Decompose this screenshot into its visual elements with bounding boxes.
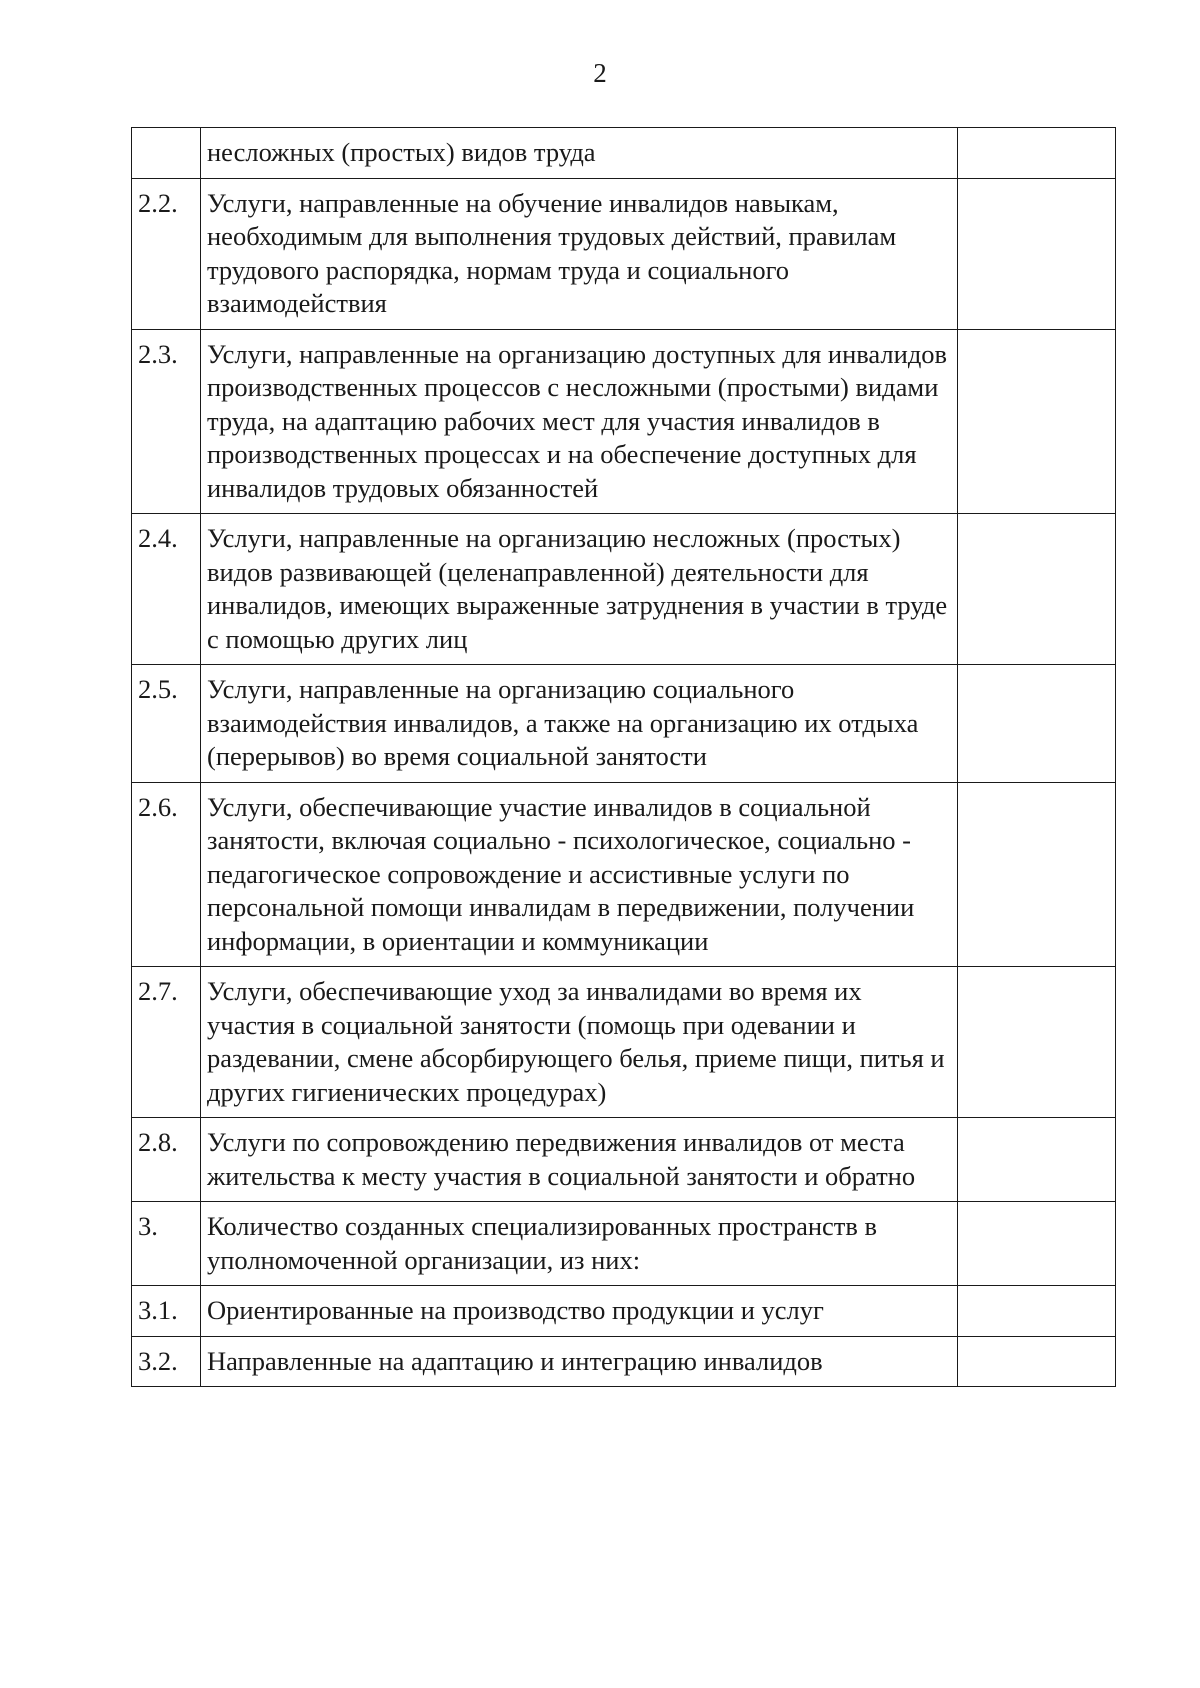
- row-number: 2.5.: [132, 665, 201, 783]
- row-value-cell: [958, 967, 1116, 1118]
- row-value-cell: [958, 1286, 1116, 1337]
- page-number: 2: [593, 58, 607, 88]
- row-value-cell: [958, 178, 1116, 329]
- row-description: Ориентированные на производство продукции и услуг: [201, 1286, 958, 1337]
- table-row: [132, 967, 1116, 1118]
- row-value-cell: [958, 782, 1116, 967]
- row-number: 3.1.: [132, 1286, 201, 1337]
- row-value-cell: [958, 1118, 1116, 1202]
- row-description: Услуги, направленные на обучение инвалидов навыкам, необходимым для выполнения трудовых действий, правилам трудового распорядка, нормам труда и социального взаимодействия: [201, 178, 958, 329]
- table-row: [132, 1202, 1116, 1286]
- row-number: 2.4.: [132, 514, 201, 665]
- table-row: [132, 329, 1116, 514]
- row-number: 2.7.: [132, 967, 201, 1118]
- row-value-cell: [958, 514, 1116, 665]
- row-description: Количество созданных специализированных пространств в уполномоченной организации, из них:: [201, 1202, 958, 1286]
- table-body: [132, 128, 1116, 1387]
- row-number: 2.8.: [132, 1118, 201, 1202]
- row-description: Услуги, направленные на организацию несложных (простых) видов развивающей (целенаправленной) деятельности для инвалидов, имеющих выраженные затруднения в участии в труде с помощью других лиц: [201, 514, 958, 665]
- table-row: [132, 1118, 1116, 1202]
- row-description: Услуги, обеспечивающие участие инвалидов в социальной занятости, включая социально - психологическое, социально - педагогическое сопровождение и ассистивные услуги по персональной помощи инвалидам в передвижении, получении информации, в ориентации и коммуникации: [201, 782, 958, 967]
- row-value-cell: [958, 329, 1116, 514]
- services-table: [131, 127, 1116, 1387]
- row-number: 2.3.: [132, 329, 201, 514]
- row-number: 3.2.: [132, 1336, 201, 1387]
- row-description: Услуги, направленные на организацию доступных для инвалидов производственных процессов с несложными (простыми) видами труда, на адаптацию рабочих мест для участия инвалидов в производственных процессах и на обеспечение доступных для инвалидов трудовых обязанностей: [201, 329, 958, 514]
- row-value-cell: [958, 1336, 1116, 1387]
- row-number: [132, 128, 201, 179]
- table-row: [132, 1336, 1116, 1387]
- row-description: Услуги по сопровождению передвижения инвалидов от места жительства к месту участия в социальной занятости и обратно: [201, 1118, 958, 1202]
- row-value-cell: [958, 665, 1116, 783]
- table-row: [132, 665, 1116, 783]
- table-row: [132, 1286, 1116, 1337]
- row-number: 2.2.: [132, 178, 201, 329]
- row-number: 2.6.: [132, 782, 201, 967]
- row-description: Услуги, обеспечивающие уход за инвалидами во время их участия в социальной занятости (помощь при одевании и раздевании, смене абсорбирующего белья, приеме пищи, питья и других гигиенических процедурах): [201, 967, 958, 1118]
- row-description: Услуги, направленные на организацию социального взаимодействия инвалидов, а также на организацию их отдыха (перерывов) во время социальной занятости: [201, 665, 958, 783]
- table-row: [132, 128, 1116, 179]
- row-number: 3.: [132, 1202, 201, 1286]
- table-row: [132, 782, 1116, 967]
- table-row: [132, 514, 1116, 665]
- row-value-cell: [958, 128, 1116, 179]
- row-description: Направленные на адаптацию и интеграцию инвалидов: [201, 1336, 958, 1387]
- table-row: [132, 178, 1116, 329]
- row-value-cell: [958, 1202, 1116, 1286]
- row-description: несложных (простых) видов труда: [201, 128, 958, 179]
